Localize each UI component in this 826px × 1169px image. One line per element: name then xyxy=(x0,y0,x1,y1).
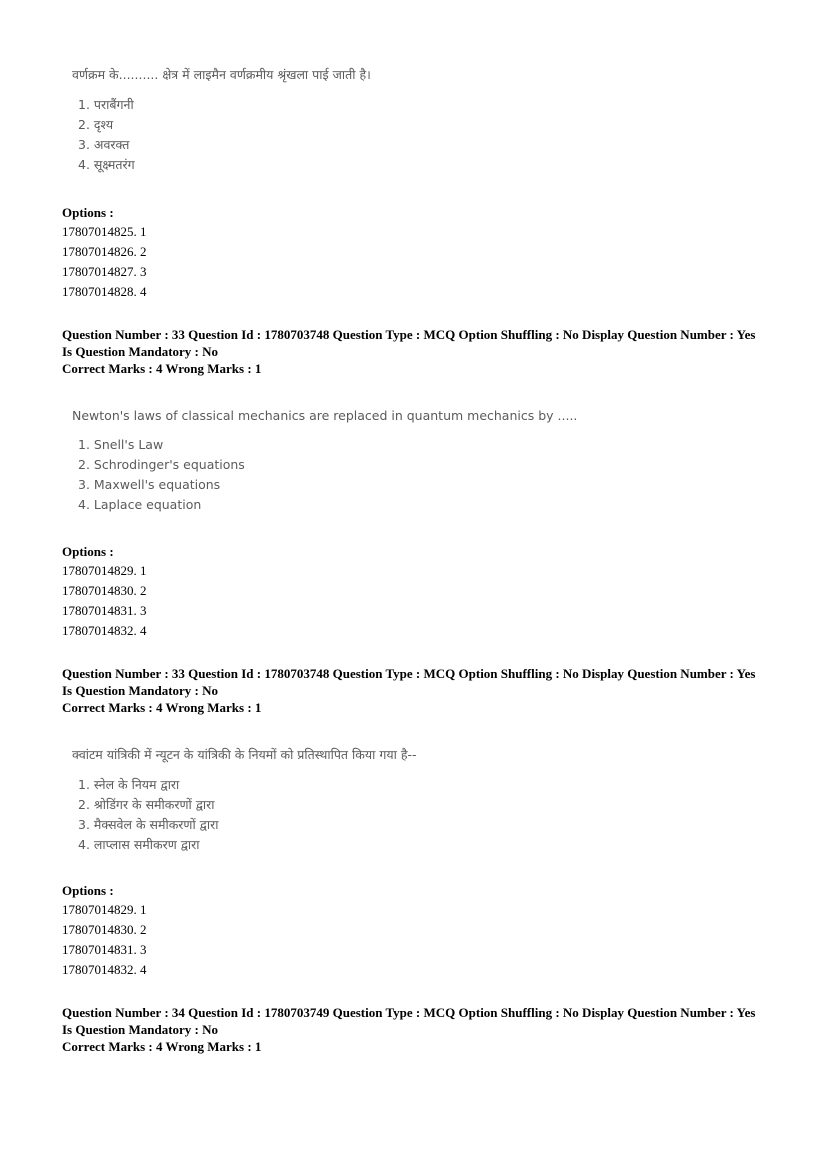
question-header-line: Question Number : 34 Question Id : 1780703749 Question Type : MCQ Option Shuffling : No Display Question Number : Yes xyxy=(62,1005,756,1020)
option-row: 17807014829. 1 xyxy=(62,902,147,917)
choice-item: 2. Schrodinger's equations xyxy=(78,457,245,472)
marks-line: Correct Marks : 4 Wrong Marks : 1 xyxy=(62,1039,262,1054)
option-row: 17807014831. 3 xyxy=(62,603,147,618)
mandatory-line: Is Question Mandatory : No xyxy=(62,344,219,359)
options-block-3 xyxy=(62,882,802,980)
option-row: 17807014826. 2 xyxy=(62,244,147,259)
marks-line: Correct Marks : 4 Wrong Marks : 1 xyxy=(62,361,262,376)
choice-list xyxy=(62,775,662,855)
choice-item: 1. Snell's Law xyxy=(78,437,164,452)
choice-item: 1. स्नेल के नियम द्वारा xyxy=(78,777,180,792)
option-row: 17807014827. 3 xyxy=(62,264,147,279)
question-header-line: Question Number : 33 Question Id : 1780703748 Question Type : MCQ Option Shuffling : No Display Question Number : Yes xyxy=(62,327,756,342)
question-stem: क्वांटम यांत्रिकी में न्यूटन के यांत्रिकी के नियमों को प्रतिस्थापित किया गया है-- xyxy=(72,747,417,762)
question-image-1 xyxy=(62,66,662,175)
question-meta-3 xyxy=(62,1004,802,1055)
options-label: Options : xyxy=(62,205,114,220)
question-image-2 xyxy=(62,408,662,515)
question-meta-2 xyxy=(62,665,802,716)
choice-item: 3. Maxwell's equations xyxy=(78,477,221,492)
choice-list xyxy=(62,95,662,175)
option-row: 17807014829. 1 xyxy=(62,563,147,578)
option-row: 17807014825. 1 xyxy=(62,224,147,239)
option-row: 17807014830. 2 xyxy=(62,922,147,937)
mandatory-line: Is Question Mandatory : No xyxy=(62,683,219,698)
question-header-line: Question Number : 33 Question Id : 1780703748 Question Type : MCQ Option Shuffling : No Display Question Number : Yes xyxy=(62,666,756,681)
choice-item: 2. दृश्य xyxy=(78,117,114,132)
choice-item: 1. पराबैंगनी xyxy=(78,97,134,112)
options-label: Options : xyxy=(62,544,114,559)
question-image-3 xyxy=(62,746,662,855)
options-label: Options : xyxy=(62,883,114,898)
option-row: 17807014832. 4 xyxy=(62,962,147,977)
question-stem: Newton's laws of classical mechanics are replaced in quantum mechanics by ..... xyxy=(72,408,578,423)
choice-item: 3. मैक्सवेल के समीकरणों द्वारा xyxy=(78,817,219,832)
choice-item: 4. सूक्ष्मतरंग xyxy=(78,157,135,172)
marks-line: Correct Marks : 4 Wrong Marks : 1 xyxy=(62,700,262,715)
option-row: 17807014828. 4 xyxy=(62,284,147,299)
option-row: 17807014831. 3 xyxy=(62,942,147,957)
choice-item: 2. श्रोडिंगर के समीकरणों द्वारा xyxy=(78,797,215,812)
choice-item: 4. Laplace equation xyxy=(78,497,202,512)
question-stem: वर्णक्रम के.......... क्षेत्र में लाइमैन वर्णक्रमीय श्रृंखला पाई जाती है। xyxy=(72,67,371,82)
question-meta-1 xyxy=(62,326,802,377)
choice-item: 4. लाप्लास समीकरण द्वारा xyxy=(78,837,200,852)
option-row: 17807014830. 2 xyxy=(62,583,147,598)
options-block-2 xyxy=(62,543,802,641)
options-block-1 xyxy=(62,204,802,302)
choice-list xyxy=(62,435,662,515)
option-row: 17807014832. 4 xyxy=(62,623,147,638)
choice-item: 3. अवरक्त xyxy=(78,137,130,152)
mandatory-line: Is Question Mandatory : No xyxy=(62,1022,219,1037)
